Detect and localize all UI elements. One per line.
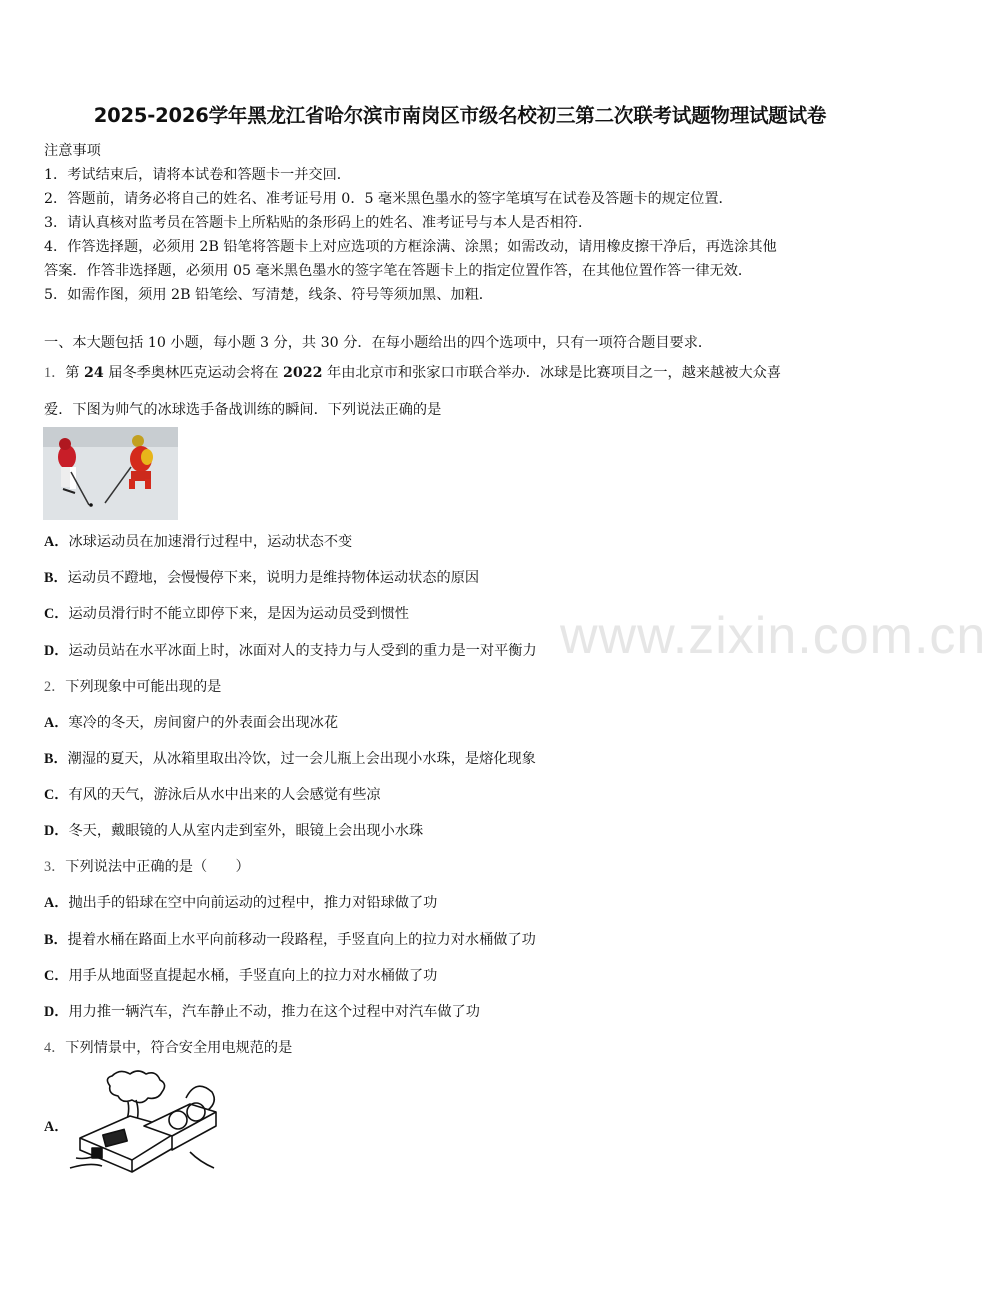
overloaded-power-strip-illustration: [70, 1068, 218, 1174]
note-item-1: 1．考试结束后，请将本试卷和答题卡一并交回．: [44, 167, 351, 183]
exam-title: 2025-2026学年黑龙江省哈尔滨市南岗区市级名校初三第二次联考试题物理试题试卷: [93, 104, 827, 127]
question-number: 3．: [44, 859, 66, 875]
question-number: 4．: [44, 1040, 66, 1056]
question-1-option-c[interactable]: C．运动员滑行时不能立即停下来，是因为运动员受到惯性: [44, 606, 409, 622]
question-1-option-b[interactable]: B．运动员不蹬地，会慢慢停下来，说明力是维持物体运动状态的原因: [44, 570, 480, 586]
note-item-4: 4．作答选择题，必须用 2B 铅笔将答题卡上对应选项的方框涂满、涂黑；如需改动，请用橡皮擦干净后，再选涂其他: [44, 239, 777, 255]
note-item-3: 3．请认真核对监考员在答题卡上所粘贴的条形码上的姓名、准考证号与本人是否相符．: [44, 215, 593, 231]
question-1-stem-line2: 爱．下图为帅气的冰球选手备战训练的瞬间．下列说法正确的是: [44, 402, 442, 418]
note-item-4-cont: 答案．作答非选择题，必须用 05 毫米黑色墨水的签字笔在答题卡上的指定位置作答，在其他位置作答一律无效．: [44, 263, 753, 279]
question-3-option-b[interactable]: B．提着水桶在路面上水平向前移动一段路程，手竖直向上的拉力对水桶做了功: [44, 932, 536, 948]
question-number: 1．: [44, 365, 66, 381]
question-2-option-a[interactable]: A．寒冷的冬天，房间窗户的外表面会出现冰花: [44, 715, 339, 731]
question-2-stem: 2．下列现象中可能出现的是: [44, 679, 222, 695]
question-4-stem: 4．下列情景中，符合安全用电规范的是: [44, 1040, 293, 1056]
question-number: 2．: [44, 679, 66, 695]
note-item-2: 2．答题前，请务必将自己的姓名、准考证号用 0．5 毫米黑色墨水的签字笔填写在试卷及答题卡的规定位置．: [44, 191, 733, 207]
question-2-option-b[interactable]: B．潮湿的夏天，从冰箱里取出冷饮，过一会儿瓶上会出现小水珠，是熔化现象: [44, 751, 536, 767]
question-3-option-c[interactable]: C．用手从地面竖直提起水桶，手竖直向上的拉力对水桶做了功: [44, 968, 438, 984]
question-2-option-d[interactable]: D．冬天，戴眼镜的人从室内走到室外，眼镜上会出现小水珠: [44, 823, 424, 839]
question-1-option-a[interactable]: A．冰球运动员在加速滑行过程中，运动状态不变: [44, 534, 353, 550]
ice-hockey-photo: [43, 427, 178, 520]
question-3-stem: 3．下列说法中正确的是（ ）: [44, 859, 250, 875]
question-2-option-c[interactable]: C．有风的天气，游泳后从水中出来的人会感觉有些凉: [44, 787, 381, 803]
watermark: www.zixin.com.cn: [560, 607, 986, 665]
question-4-option-a[interactable]: A．: [44, 1119, 69, 1135]
question-1-stem: 1．第 24 届冬季奥林匹克运动会将在 2022 年由北京市和张家口市联合举办．冰球是比赛项目之一，越来越被大众喜: [44, 365, 782, 381]
question-3-option-d[interactable]: D．用力推一辆汽车，汽车静止不动，推力在这个过程中对汽车做了功: [44, 1004, 480, 1020]
question-3-option-a[interactable]: A．抛出手的铅球在空中向前运动的过程中，推力对铅球做了功: [44, 895, 438, 911]
section-heading: 一、本大题包括 10 小题，每小题 3 分，共 30 分．在每小题给出的四个选项中，只有一项符合题目要求．: [44, 335, 713, 351]
notes-heading: 注意事项: [44, 143, 101, 159]
question-1-option-d[interactable]: D．运动员站在水平冰面上时，冰面对人的支持力与人受到的重力是一对平衡力: [44, 643, 537, 659]
note-item-5: 5．如需作图，须用 2B 铅笔绘、写清楚，线条、符号等须加黑、加粗．: [44, 287, 493, 303]
